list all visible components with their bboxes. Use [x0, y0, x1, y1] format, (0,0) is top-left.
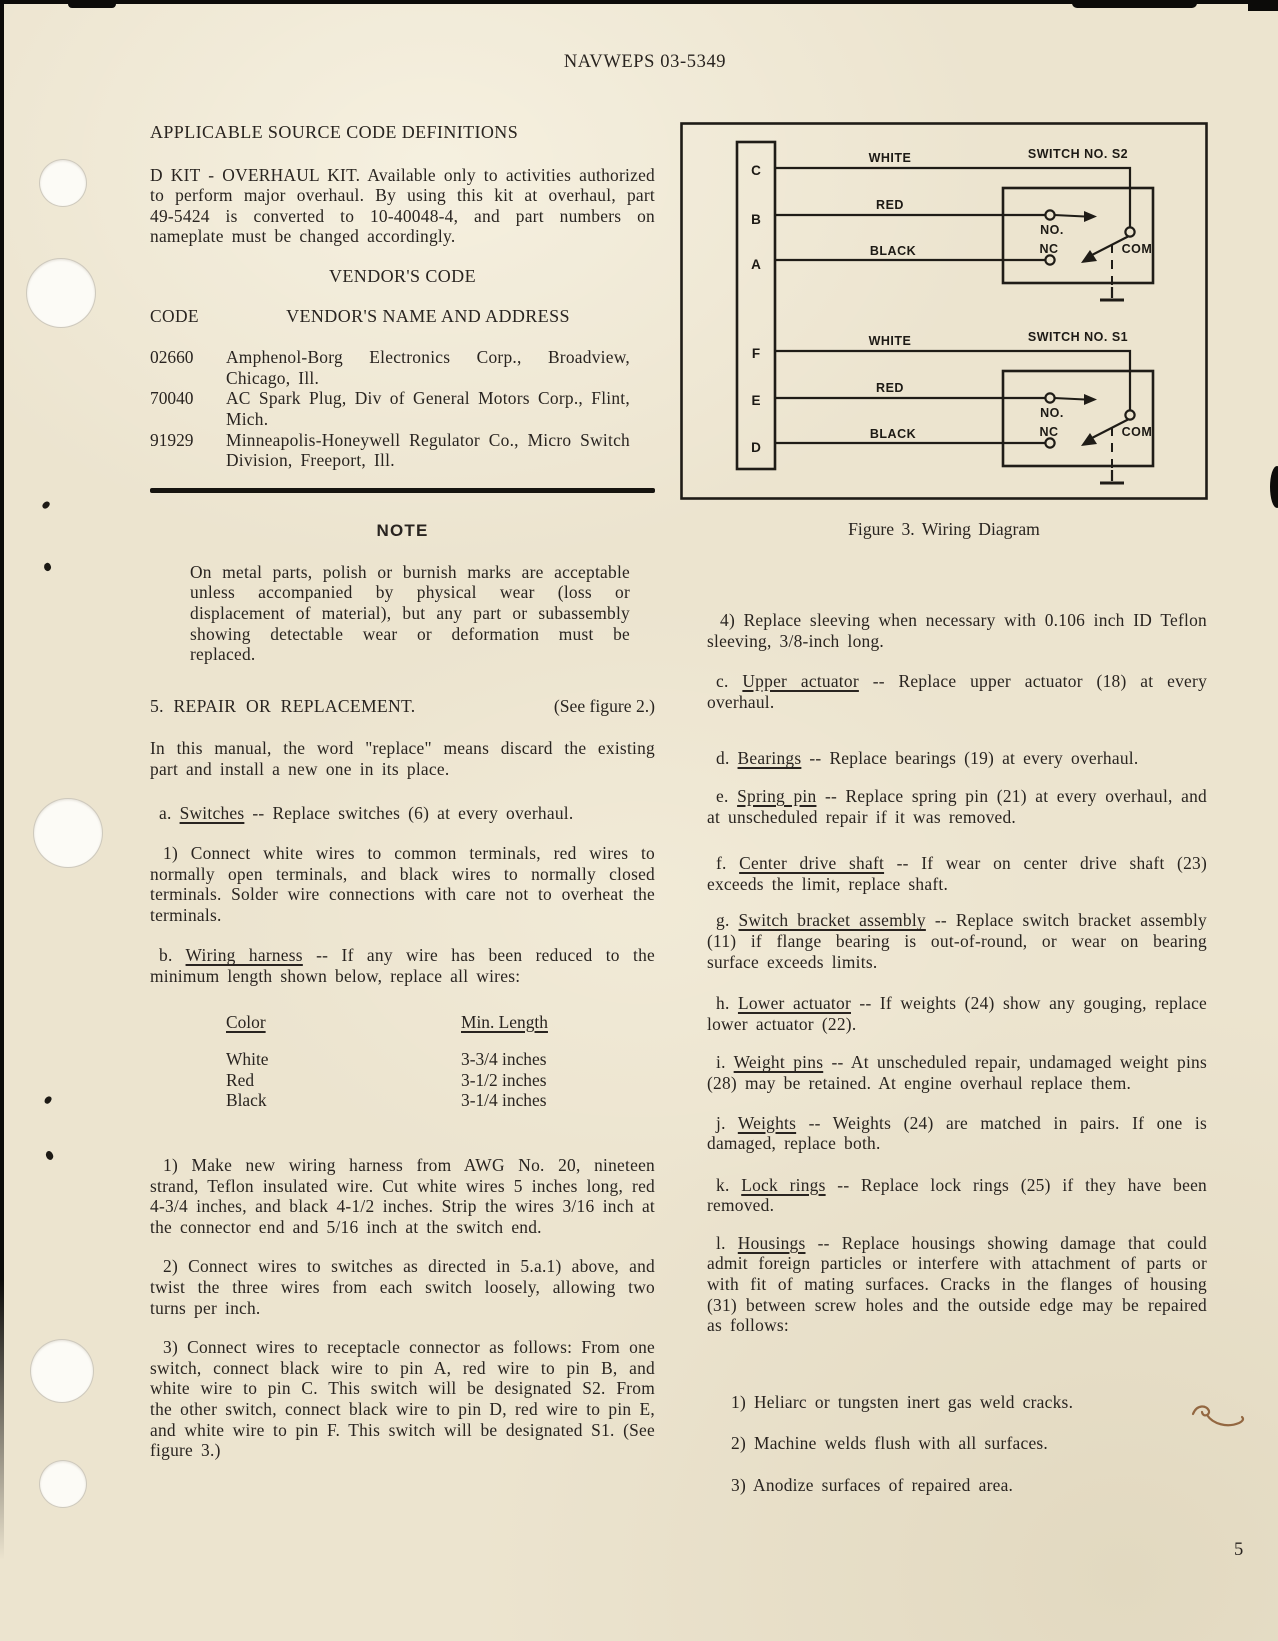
- item-term: Switches: [179, 803, 245, 824]
- item-term: Wiring harness: [185, 945, 303, 966]
- doc-number: NAVWEPS 03-5349: [563, 52, 727, 72]
- wire-min-length: 3-3/4 inches: [461, 1049, 547, 1070]
- ink-speck: [43, 562, 53, 572]
- wire-min-length: 3-1/4 inches: [461, 1090, 547, 1111]
- nc-label: NC: [1039, 242, 1059, 256]
- item-letter: d.: [716, 748, 730, 769]
- item-letter: f.: [716, 853, 727, 874]
- vendor-code: 70040: [150, 388, 194, 409]
- com-label: COM: [1121, 242, 1153, 256]
- vendor-name: Minneapolis-Honeywell Regulator Co., Micro Switch Division, Freeport, Ill.: [226, 429, 630, 471]
- item-text: -- Replace switch bracket assembly (11) if flange bearing is out-of-round, or wear on bearing surface exceeds limits.: [707, 910, 1207, 972]
- item-letter: c.: [716, 671, 729, 692]
- white-wire: [775, 351, 1130, 411]
- item-term: Lower actuator: [737, 993, 851, 1014]
- repair-item-k: [707, 1175, 1207, 1216]
- punch-hole: [33, 798, 103, 868]
- nc-contact-arrow: [1081, 433, 1097, 446]
- sub-step-connect-terminals: 1) Connect white wires to common terminals, red wires to normally open terminals, and black wires to normally closed terminals. Solder wire connections with care not to overheat the terminals.: [150, 843, 655, 925]
- repair-item-f: [707, 853, 1207, 894]
- punch-hole: [39, 159, 87, 207]
- connector-pin: C: [751, 163, 761, 178]
- section-title: APPLICABLE SOURCE CODE DEFINITIONS: [150, 122, 519, 142]
- vendor-row: [150, 430, 655, 471]
- item-letter: e.: [716, 785, 729, 806]
- wire-label-red: RED: [876, 198, 904, 212]
- ink-speck: [44, 1150, 55, 1161]
- wire-color: Black: [226, 1090, 267, 1111]
- repair-item-d: [707, 748, 1207, 769]
- switch-s1-label: SWITCH NO. S1: [1027, 330, 1129, 344]
- sub-step-connect-receptacle: 3) Connect wires to receptacle connector as follows: From one switch, connect black wire to pin A, red wire to pin B, and white wire to pin C. This switch will be designated S2. From the other switch, connect black wire to pin D, red wire to pin E, and white wire to pin F. This switch will be designated S1. (See figure 3.): [150, 1337, 655, 1461]
- item-text: -- At unscheduled repair, undamaged weight pins (28) may be retained. At engine overhaul replace them.: [707, 1052, 1208, 1093]
- right-column-text: [707, 610, 1207, 1496]
- vendors-code-heading: VENDOR'S CODE: [329, 265, 476, 286]
- scan-edge-top-mark: [1248, 0, 1278, 11]
- item-term: Bearings: [737, 748, 802, 769]
- item-text: -- Weights (24) are matched in pairs. If one is damaged, replace both.: [707, 1112, 1208, 1154]
- repair-item-h: [707, 993, 1207, 1034]
- punch-hole: [39, 1460, 87, 1508]
- com-terminal: [1125, 227, 1134, 236]
- wire-label-white: WHITE: [868, 334, 912, 348]
- section-5-figure-ref: (See figure 2.): [553, 695, 655, 716]
- wire-table-row: [150, 1090, 655, 1111]
- item-text: -- If wear on center drive shaft (23) exceeds the limit, replace shaft.: [707, 853, 1208, 894]
- vendor-name-header: VENDOR'S NAME AND ADDRESS: [286, 305, 570, 326]
- item-letter: b.: [159, 945, 173, 966]
- wire-label-black: BLACK: [869, 244, 917, 258]
- connector-pin: F: [751, 346, 761, 361]
- item-text: -- If any wire has been reduced to the minimum length shown below, replace all wires:: [150, 945, 656, 987]
- dkit-paragraph: D KIT - OVERHAUL KIT. Available only to activities authorized to perform major overhaul. By using this kit at overhaul, part 49-5424 is converted to 10-40048-4, and part numbers on nameplate must be changed accordingly.: [150, 164, 655, 247]
- ink-speck: [43, 1095, 52, 1105]
- connector-pin: E: [751, 393, 761, 408]
- punch-hole: [30, 1339, 94, 1403]
- item-letter: h.: [716, 993, 730, 1014]
- item-term: Upper actuator: [742, 671, 859, 692]
- switch-s2-circuit: [775, 147, 1153, 300]
- repair-item-c: [707, 671, 1207, 712]
- vendor-row: [150, 347, 655, 388]
- wiring-diagram-figure: [680, 122, 1208, 500]
- vendor-table-header: [150, 306, 655, 327]
- item-text: -- If weights (24) show any gouging, replace lower actuator (22).: [707, 993, 1208, 1034]
- right-column: [680, 122, 1208, 1496]
- item-term: Weights: [737, 1112, 797, 1133]
- wire-table: [150, 1049, 655, 1111]
- switch-s2-label: SWITCH NO. S2: [1027, 147, 1129, 161]
- connector-block: [737, 142, 775, 469]
- com-label: COM: [1121, 425, 1153, 439]
- repair-item-g: [707, 910, 1207, 972]
- wire-label-black: BLACK: [869, 427, 917, 441]
- no-label: NO.: [1040, 223, 1064, 237]
- left-column: [150, 112, 655, 1461]
- item-term: Housings: [737, 1232, 806, 1253]
- repair-item-a: [150, 803, 655, 824]
- item-term: Lock rings: [741, 1174, 826, 1195]
- no-contact-arrow: [1084, 211, 1097, 222]
- connector-pin: B: [751, 212, 761, 227]
- wire-table-header: [150, 1012, 655, 1033]
- item-text: -- Replace upper actuator (18) at every overhaul.: [707, 671, 1208, 712]
- repair-item-e: [707, 786, 1207, 827]
- note-body: On metal parts, polish or burnish marks are acceptable unless accompanied by physical wear (loss or displacement of material), but any part or subassembly showing detectable wear or deformation must be replaced.: [190, 561, 630, 665]
- item-text: -- Replace bearings (19) at every overhaul.: [809, 748, 1139, 769]
- no-contact-arrow: [1084, 394, 1097, 405]
- wire-min-length: 3-1/2 inches: [461, 1069, 547, 1090]
- item-text: -- Replace lock rings (25) if they have been removed.: [707, 1174, 1208, 1216]
- nc-terminal: [1045, 255, 1054, 264]
- wire-table-row: [150, 1049, 655, 1070]
- white-wire: [775, 168, 1130, 228]
- item-term: Switch bracket assembly: [738, 910, 926, 931]
- no-contact-line: [1054, 398, 1085, 400]
- nc-terminal: [1045, 438, 1054, 447]
- item-text: -- Replace housings showing damage that could admit foreign particles or interfere with attachment of parts or with fit of mating surfaces. Cracks in the flanges of housing (31) between screw holes and the outside edge may be repaired as follows:: [707, 1232, 1208, 1336]
- connector-pin: A: [751, 257, 761, 272]
- nc-contact-arrow: [1081, 250, 1097, 263]
- connector-pin: D: [751, 440, 761, 455]
- horizontal-rule: [150, 488, 655, 493]
- page-number: 5: [1234, 1540, 1244, 1560]
- vendor-code: 91929: [150, 429, 194, 450]
- repair-item-j: [707, 1113, 1207, 1154]
- section-5-title: 5. REPAIR OR REPLACEMENT.: [150, 695, 416, 716]
- vendor-name: Amphenol-Borg Electronics Corp., Broadview, Chicago, Ill.: [226, 347, 630, 388]
- repair-item-l: [707, 1233, 1207, 1336]
- repair-item-i: [707, 1052, 1207, 1093]
- scan-blemish: [1270, 466, 1278, 508]
- item-term: Spring pin: [737, 785, 817, 806]
- no-contact-line: [1054, 215, 1085, 217]
- punch-hole: [26, 258, 96, 328]
- item-term: Weight pins: [733, 1052, 824, 1073]
- wire-color-header: Color: [226, 1011, 266, 1032]
- item-text: -- Replace switches (6) at every overhaul.: [252, 803, 574, 824]
- item-letter: i.: [716, 1052, 726, 1073]
- wire-color: White: [226, 1049, 269, 1070]
- section-5-heading: [150, 696, 655, 717]
- housing-repair-step: 3) Anodize surfaces of repaired area.: [731, 1475, 1014, 1496]
- figure-caption: Figure 3. Wiring Diagram: [848, 519, 1040, 539]
- no-terminal: [1045, 393, 1054, 402]
- note-heading: NOTE: [376, 520, 429, 540]
- switch-s1-circuit: [775, 330, 1153, 483]
- wire-length-header: Min. Length: [461, 1011, 548, 1032]
- item-term: Center drive shaft: [739, 853, 885, 874]
- wire-label-white: WHITE: [868, 151, 912, 165]
- scan-edge-left: [0, 0, 4, 1560]
- item-letter: a.: [159, 803, 172, 824]
- nc-label: NC: [1039, 425, 1059, 439]
- repair-item-b: [150, 945, 655, 986]
- item-letter: j.: [716, 1112, 726, 1133]
- vendor-table: [150, 347, 655, 471]
- sub-step-sleeving: 4) Replace sleeving when necessary with 0.106 inch ID Teflon sleeving, 3/8-inch long.: [707, 610, 1207, 651]
- sub-step-make-harness: 1) Make new wiring harness from AWG No. 20, nineteen strand, Teflon insulated wire. Cut white wires 5 inches long, red 4-3/4 inches, and black 4-1/2 inches. Strip the wires 3/16 inch at the connector end and 5/16 inch at the switch end.: [150, 1155, 655, 1237]
- vendor-name: AC Spark Plug, Div of General Motors Corp., Flint, Mich.: [226, 388, 630, 429]
- intro-paragraph: In this manual, the word "replace" means discard the existing part and install a new one in its place.: [150, 738, 655, 779]
- item-text: -- Replace spring pin (21) at every overhaul, and at unscheduled repair if it was removed.: [707, 785, 1207, 827]
- vendor-code-header: CODE: [150, 305, 199, 326]
- wire-label-red: RED: [876, 381, 904, 395]
- housing-repair-step: 2) Machine welds flush with all surfaces.: [731, 1433, 1049, 1454]
- item-letter: g.: [716, 910, 730, 931]
- no-terminal: [1045, 210, 1054, 219]
- no-label: NO.: [1040, 406, 1064, 420]
- scan-edge-top-mark: [68, 0, 116, 8]
- sub-step-connect-switches: 2) Connect wires to switches as directed in 5.a.1) above, and twist the three wires from each switch loosely, allowing two turns per inch.: [150, 1256, 655, 1318]
- item-letter: l.: [716, 1232, 726, 1253]
- wire-table-row: [150, 1070, 655, 1091]
- scan-edge-top-mark: [1072, 0, 1197, 8]
- com-terminal: [1125, 410, 1134, 419]
- wire-color: Red: [226, 1069, 255, 1090]
- housing-repair-step: 1) Heliarc or tungsten inert gas weld cracks.: [731, 1391, 1074, 1412]
- vendor-row: [150, 388, 655, 429]
- vendor-code: 02660: [150, 347, 194, 368]
- item-letter: k.: [716, 1174, 730, 1195]
- ink-speck: [41, 500, 51, 510]
